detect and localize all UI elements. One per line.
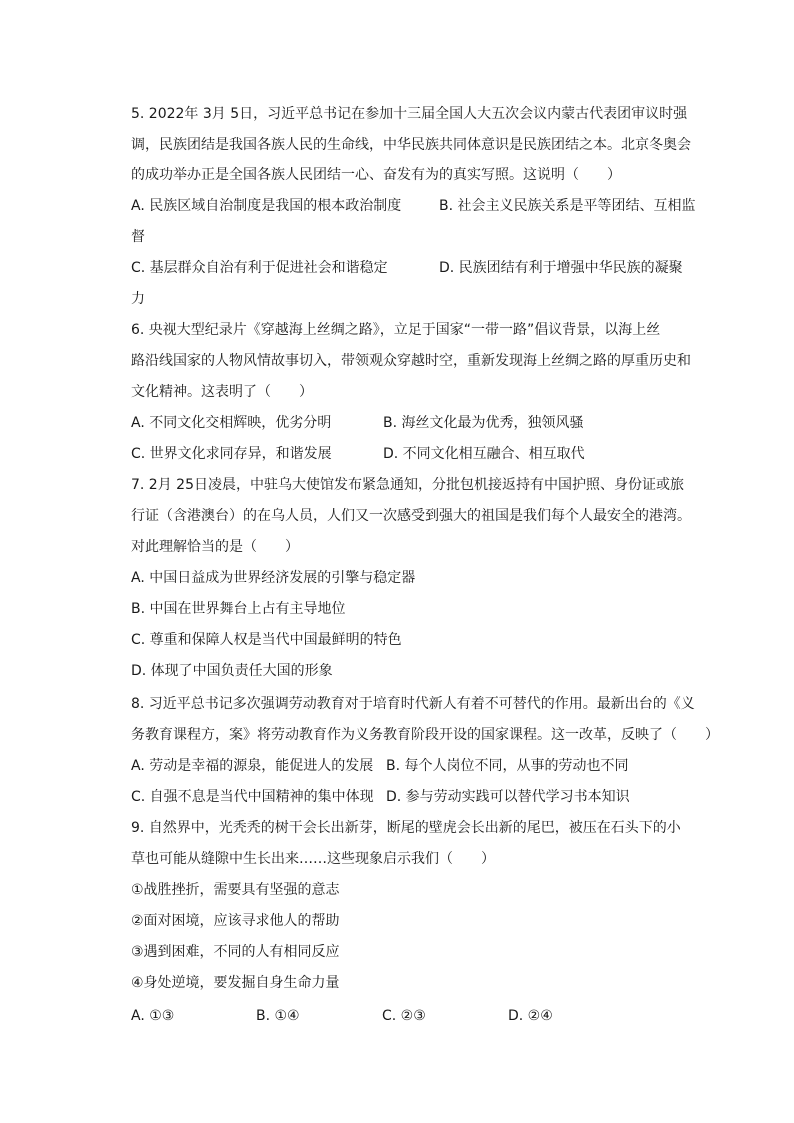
q5-option-a[interactable]: A. 民族区域自治制度是我国的根本政治制度	[131, 198, 402, 214]
q9-option-b[interactable]: B. ①④	[256, 1008, 300, 1024]
q5-stem-line-1: 5. 2022年 3月 5日，习近平总书记在参加十三届全国人大五次会议内蒙古代表团审议时强	[131, 106, 688, 122]
q7-option-b[interactable]: B. 中国在世界舞台上占有主导地位	[131, 601, 346, 617]
q8-option-c[interactable]: C. 自强不息是当代中国精神的集中体现	[131, 789, 374, 805]
q5-stem-line-3: 的成功举办正是全国各族人民团结一心、奋发有为的真实写照。这说明（ ）	[131, 167, 621, 183]
q7-stem-line-1: 7. 2月 25日凌晨，中驻乌大使馆发布紧急通知，分批包机接返持有中国护照、身份证或旅	[131, 477, 684, 493]
q7-option-d[interactable]: D. 体现了中国负责任大国的形象	[131, 663, 333, 679]
q6-option-c[interactable]: C. 世界文化求同存异，和谐发展	[131, 446, 332, 462]
q7-stem-line-3: 对此理解恰当的是（ ）	[131, 539, 299, 555]
q8-option-b[interactable]: B. 每个人岗位不同，从事的劳动也不同	[386, 758, 629, 774]
q5-option-d-continuation: 力	[131, 291, 145, 307]
q9-item-2: ②面对困境，应该寻求他人的帮助	[131, 913, 340, 929]
q9-stem-line-1: 9. 自然界中，光秃秃的树干会长出新芽，断尾的壁虎会长出新的尾巴，被压在石头下的小	[131, 820, 681, 836]
q7-stem-line-2: 行证（含港澳台）的在乌人员，人们又一次感受到强大的祖国是我们每个人最安全的港湾。	[131, 508, 691, 524]
q7-option-c[interactable]: C. 尊重和保障人权是当代中国最鲜明的特色	[131, 632, 402, 648]
q6-option-d[interactable]: D. 不同文化相互融合、相互取代	[383, 446, 585, 462]
q6-stem-line-1: 6. 央视大型纪录片《穿越海上丝绸之路》，立足于国家“一带一路”倡议背景，以海上丝	[131, 322, 661, 338]
q8-stem-line-2: 务教育课程方，案》将劳动教育作为义务教育阶段开设的国家课程。这一改革，反映了（ ）	[131, 727, 719, 743]
q9-option-c[interactable]: C. ②③	[382, 1008, 426, 1024]
q6-option-b[interactable]: B. 海丝文化最为优秀，独领风骚	[383, 415, 584, 431]
q9-option-a[interactable]: A. ①③	[131, 1008, 175, 1024]
q9-item-1: ①战胜挫折，需要具有坚强的意志	[131, 882, 340, 898]
q9-item-4: ④身处逆境，要发掘自身生命力量	[131, 975, 340, 991]
q7-option-a[interactable]: A. 中国日益成为世界经济发展的引擎与稳定器	[131, 570, 416, 586]
q5-option-d[interactable]: D. 民族团结有利于增强中华民族的凝聚	[439, 260, 683, 276]
q5-option-b-continuation: 督	[131, 229, 145, 245]
q9-stem-line-2: 草也可能从缝隙中生长出来……这些现象启示我们（ ）	[131, 851, 495, 867]
q5-option-b[interactable]: B. 社会主义民族关系是平等团结、互相监	[439, 198, 696, 214]
q8-option-d[interactable]: D. 参与劳动实践可以替代学习书本知识	[386, 789, 630, 805]
q8-option-a[interactable]: A. 劳动是幸福的源泉，能促进人的发展	[131, 758, 374, 774]
q6-option-a[interactable]: A. 不同文化交相辉映，优劣分明	[131, 415, 332, 431]
q6-stem-line-2: 路沿线国家的人物风情故事切入，带领观众穿越时空，重新发现海上丝绸之路的厚重历史和	[131, 353, 691, 369]
q9-item-3: ③遇到困难，不同的人有相同反应	[131, 944, 340, 960]
q5-stem-line-2: 调，民族团结是我国各族人民的生命线，中华民族共同体意识是民族团结之本。北京冬奥会	[131, 137, 691, 153]
q5-option-c[interactable]: C. 基层群众自治有利于促进社会和谐稳定	[131, 260, 388, 276]
q8-stem-line-1: 8. 习近平总书记多次强调劳动教育对于培育时代新人有着不可替代的作用。最新出台的《义	[131, 696, 695, 712]
q9-option-d[interactable]: D. ②④	[508, 1008, 553, 1024]
q6-stem-line-3: 文化精神。这表明了（ ）	[131, 384, 313, 400]
